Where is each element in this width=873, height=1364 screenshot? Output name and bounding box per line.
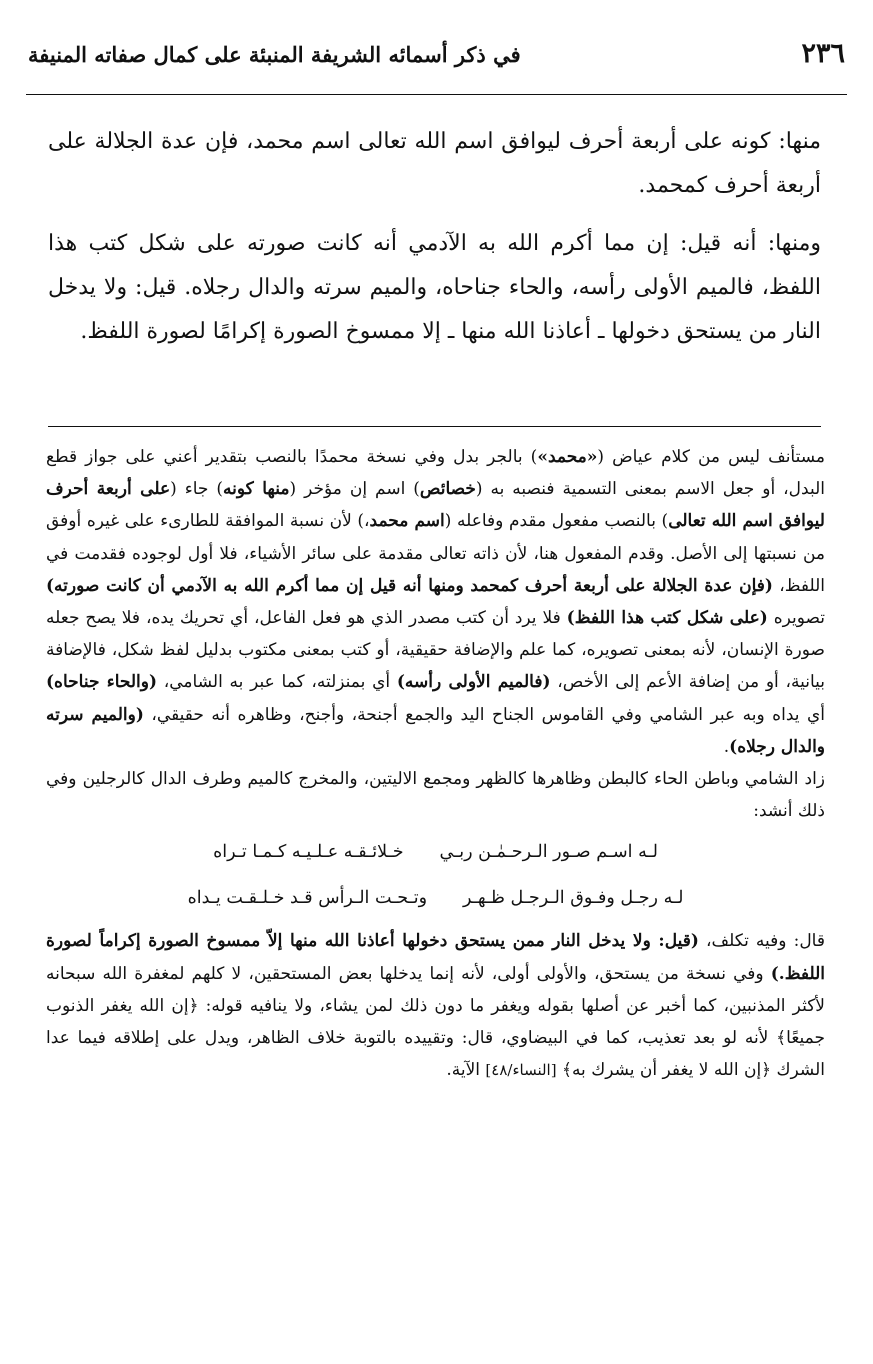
quran-citation: [النساء/٤٨] — [485, 1061, 557, 1080]
quoted-term: (فالميم الأولى رأسه) — [396, 672, 551, 693]
quoted-term: خصائص — [419, 479, 476, 500]
quoted-term: (قيل: ولا يدخل النار ممن يستحق دخولها أعاذنا الله منها إلاّ ممسوخ الصورة إكراماً لصورة اللفظ.) — [46, 931, 825, 984]
commentary-paragraph — [46, 925, 825, 1086]
footnote-divider — [48, 426, 821, 427]
running-title: في ذكر أسمائه الشريفة المنبئة على كمال صفاته المنيفة — [28, 42, 521, 67]
poem — [46, 829, 825, 921]
quoted-term: (والحاء جناحاه) — [46, 672, 158, 693]
commentary-text: ) اسم إن مؤخر ( — [289, 479, 420, 500]
commentary-paragraph: زاد الشامي وباطن الحاء كالبطن وظاهرها كالظهر ومجمع الاليتين، والمخرج كالميم وطرف الدال كالرجلين وفي ذلك أنشد: — [46, 769, 825, 822]
commentary-text: أي بمنزلته، كما عبر به الشامي، — [157, 672, 397, 693]
hemistich-first: لـه رجـل وفـوق الـرجـل ظـهـر — [463, 888, 684, 909]
commentary-text: الآية. — [446, 1060, 486, 1081]
commentary-text: ،) لأن نسبة الموافقة للطارىء على غيره أوفق من نسبتها إلى الأصل. وقدم المفعول هنا، لأن ذاته تعالى مقدمة على سائر الأشياء، فلا أول لوجوده فقدمت في اللفظ، — [46, 511, 825, 596]
quoted-term: اسم محمد — [369, 511, 445, 532]
page-header — [28, 38, 845, 84]
poem-verse — [46, 829, 825, 875]
page-number: ٢٣٦ — [801, 38, 845, 69]
commentary — [46, 441, 825, 1086]
commentary-text: أي يداه وبه عبر الشامي وفي القاموس الجناح اليد والجمع أجنحة، وأجنح، وظاهره أنه حقيقي، — [143, 704, 825, 725]
main-paragraph: ومنها: أنه قيل: إن مما أكرم الله به الآدمي أنه كانت صورته على شكل كتب هذا اللفظ، فالميم الأولى رأسه، والحاء جناحاه، والميم سرته والدال رجلاه. قيل: ولا يدخل النار من يستحق دخولها ـ أعاذنا الله منها ـ إلا ممسوخ الصورة إكرامًا لصورة اللفظ. — [48, 231, 821, 344]
quoted-term: (فإن عدة الجلالة على أربعة أحرف كمحمد ومنها أنه قيل إن مما أكرم الله به الآدمي أن كانت صورته) — [46, 575, 773, 596]
main-text — [48, 120, 821, 354]
header-divider — [26, 94, 847, 95]
quoted-term: (على شكل كتب هذا اللفظ) — [566, 608, 768, 629]
hemistich-second: خـلائـقـه عـلـيـه كـمـا تـراه — [213, 842, 404, 863]
quoted-term: (والميم سرته والدال رجلاه) — [46, 704, 825, 757]
commentary-text: فلا يرد أن كتب مصدر الذي هو فعل الفاعل، أي تحريك يده، فلا يصح جعله صورة الإنسان، لأنه بمعنى تصويره، كما علم والإضافة حقيقية، أو كتب بمعنى مكتوب بدليل لفظ شكل، فالإضافة بيانية، أو من إضافة الأعم إلى الأخص، — [46, 608, 826, 693]
main-paragraph: منها: كونه على أربعة أحرف ليوافق اسم الله تعالى اسم محمد، فإن عدة الجلالة على أربعة أحرف كمحمد. — [48, 129, 821, 198]
commentary-text: قال: وفيه تكلف، — [698, 931, 825, 952]
commentary-text: ) بالجر بدل وفي نسخة محمدًا بالنصب بتقدير أعني على جواز قطع البدل، أو جعل الاسم بمعنى التسمية فنصبه به ( — [46, 447, 825, 500]
hemistich-first: لـه اسـم صـور الـرحـمٰـن ربـي — [439, 842, 658, 863]
hemistich-second: وتـحـت الـرأس قـد خـلـقـت يـداه — [187, 888, 428, 909]
commentary-text: ) جاء ( — [170, 479, 224, 500]
quoted-term: منها كونه — [223, 479, 290, 500]
commentary-text: مستأنف ليس من كلام عياض ( — [597, 447, 826, 467]
quoted-term: على أربعة أحرف ليوافق اسم الله تعالى — [46, 479, 825, 532]
commentary-text: تصويره — [767, 608, 825, 629]
commentary-text: وفي نسخة من يستحق، والأولى أولى، لأنه إنما يدخلها بعض المستحقين، لا كلهم لمغفرة الله سبحانه لأكثر المذنبين، كما أخبر عن أصلها بقوله ويغفر ما دون ذلك لمن يشاء، ولا ينافيه قوله: ﴿إن الله يغفر الذنوب جميعًا﴾ لأنه لو بعد تعذيب، كما في البيضاوي، قال: وتقييده بالتوبة خلاف الظاهر، ويدل على إطلاقه فيما عدا الشرك ﴿إن الله لا يغفر أن يشرك به﴾ — [46, 963, 825, 1081]
commentary-text: ) بالنصب مفعول مقدم وفاعله ( — [444, 511, 669, 532]
commentary-text: . — [723, 736, 730, 757]
commentary-paragraph — [46, 441, 825, 763]
poem-verse — [46, 875, 825, 921]
quoted-term: «محمد» — [537, 447, 598, 467]
